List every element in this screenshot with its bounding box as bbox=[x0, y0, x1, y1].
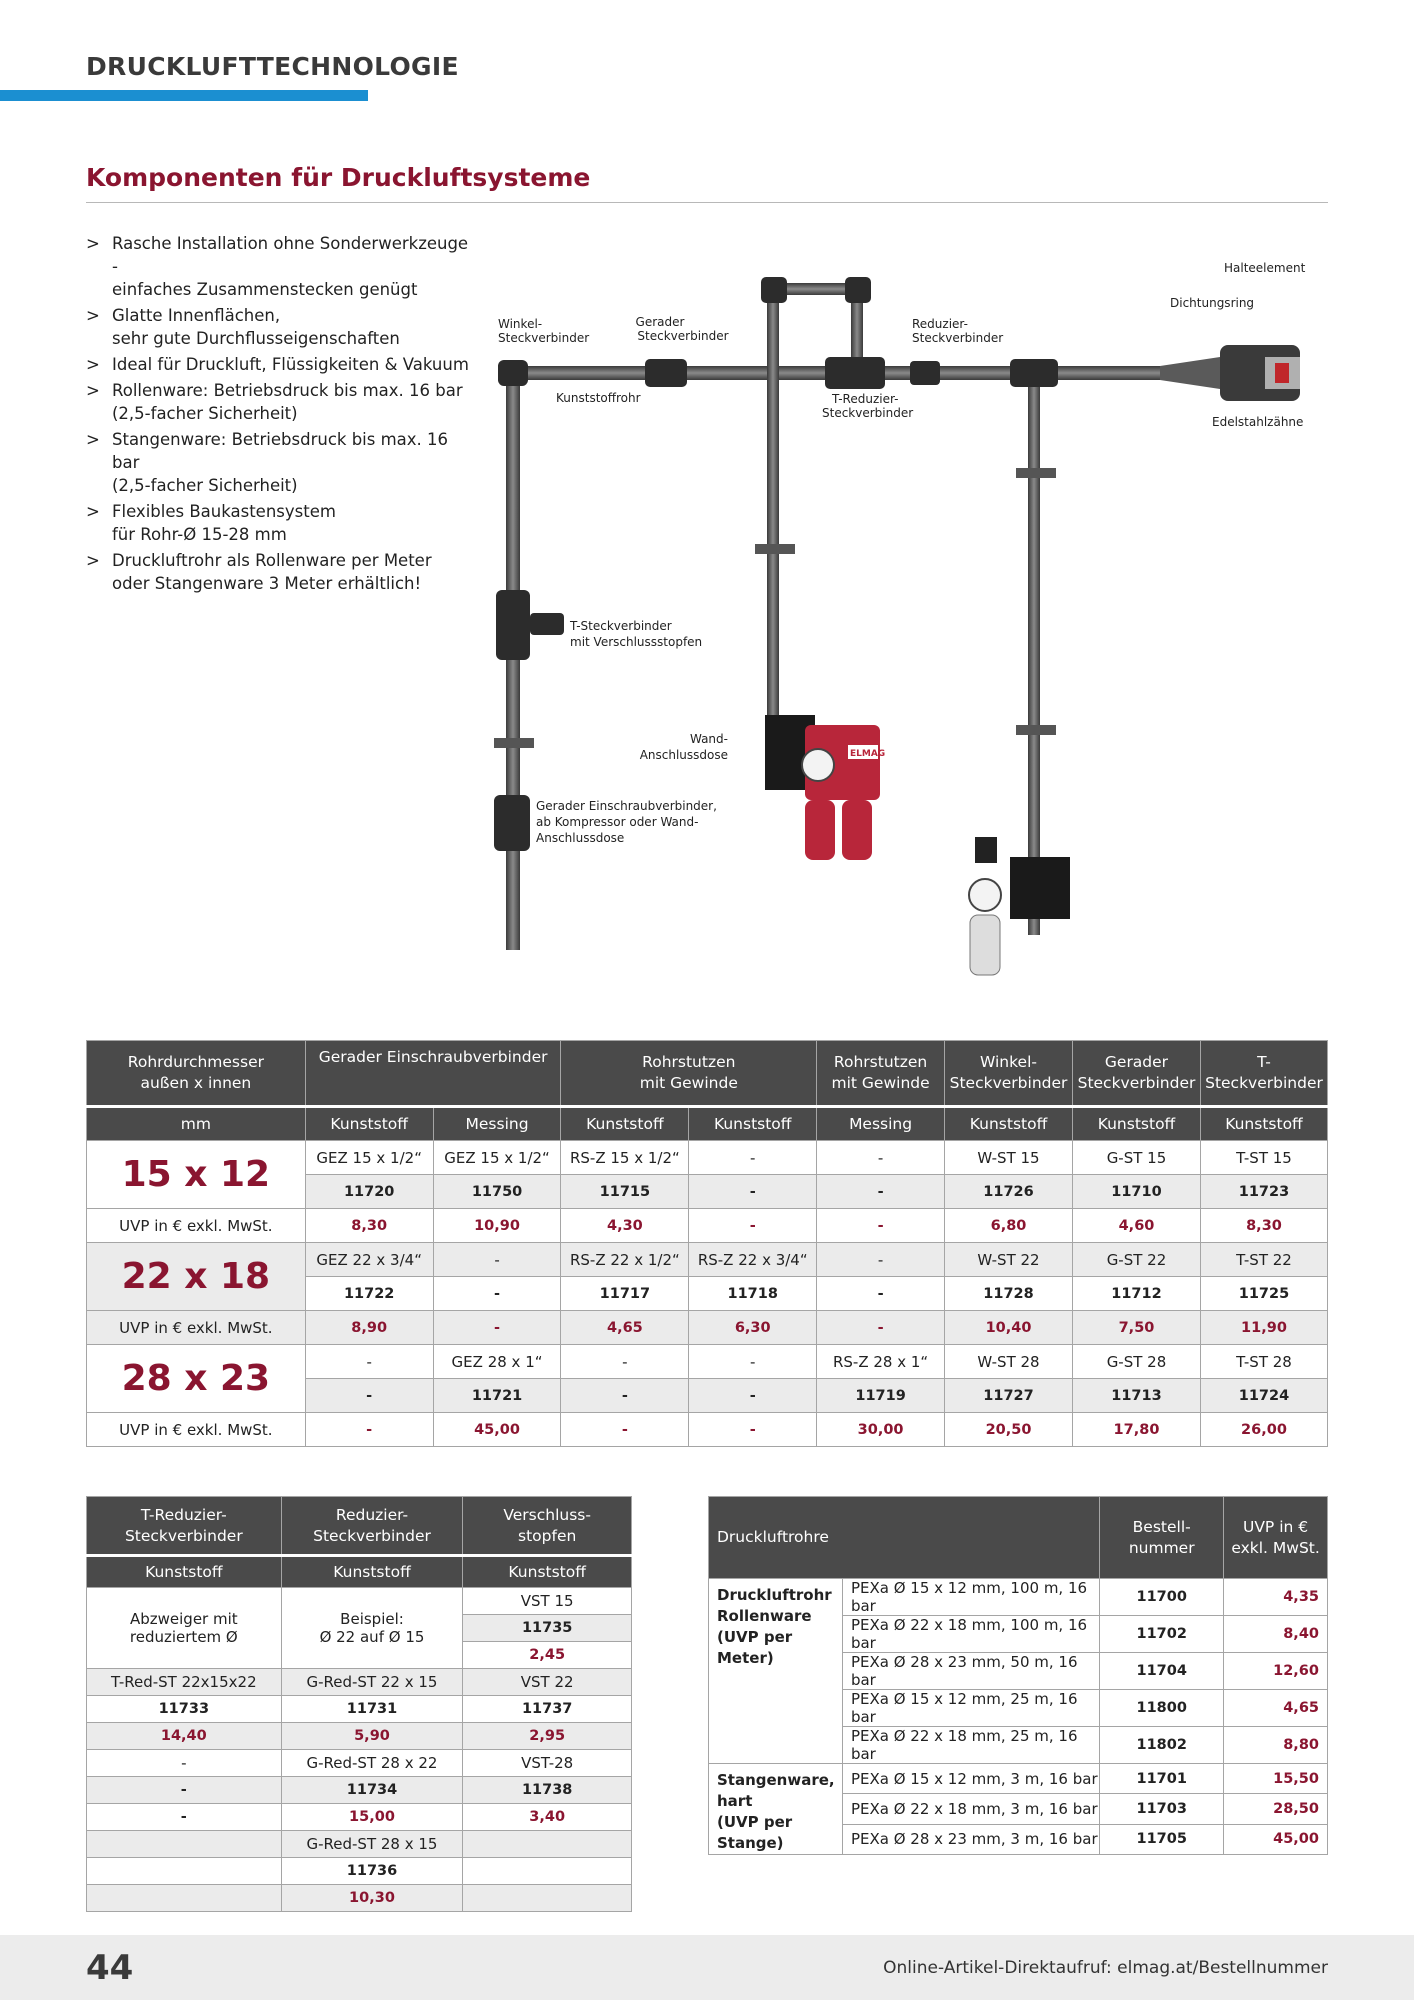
gerader-fitting bbox=[645, 359, 687, 387]
price: 8,90 bbox=[305, 1311, 433, 1345]
price: 15,50 bbox=[1224, 1764, 1328, 1794]
price: 6,80 bbox=[945, 1209, 1073, 1243]
label-halteelement: Halteelement bbox=[1224, 261, 1306, 275]
price: 12,60 bbox=[1224, 1653, 1328, 1690]
order-number: - bbox=[689, 1379, 817, 1413]
table-row bbox=[87, 1831, 632, 1858]
pipe-taper bbox=[1160, 357, 1220, 389]
section-accent-bar bbox=[0, 90, 368, 101]
model-cell: - bbox=[433, 1243, 561, 1277]
order-number: 11718 bbox=[689, 1277, 817, 1311]
size-cell: 28 x 23 bbox=[87, 1345, 306, 1413]
arrow-icon: > bbox=[86, 381, 100, 400]
table-row bbox=[87, 1311, 1328, 1345]
table-row bbox=[87, 1750, 632, 1777]
price: 5,90 bbox=[281, 1723, 463, 1750]
order-number: 11802 bbox=[1100, 1727, 1224, 1764]
arrow-icon: > bbox=[86, 551, 100, 570]
table-row bbox=[87, 1243, 1328, 1277]
order-number: 11701 bbox=[1100, 1764, 1224, 1794]
winkel-fitting bbox=[498, 360, 528, 386]
price: 8,40 bbox=[1224, 1616, 1328, 1653]
order-number: - bbox=[87, 1777, 282, 1804]
feature-item: > Stangenware: Betriebsdruck bis max. 16 bar (2,5-facher Sicherheit) bbox=[86, 430, 449, 495]
pressure-gauge bbox=[802, 749, 834, 781]
pipe-clip bbox=[1016, 725, 1056, 735]
model-cell: - bbox=[689, 1345, 817, 1379]
right-vertical-pipe bbox=[1028, 375, 1040, 935]
order-number bbox=[87, 1858, 282, 1885]
order-number: - bbox=[305, 1379, 433, 1413]
model-cell: GEZ 15 x 1/2“ bbox=[433, 1141, 561, 1175]
order-number: 11724 bbox=[1200, 1379, 1327, 1413]
order-number: 11750 bbox=[433, 1175, 561, 1209]
col-header: Gerader Einschraubverbinder bbox=[305, 1041, 561, 1107]
price: 10,90 bbox=[433, 1209, 561, 1243]
order-number: 11710 bbox=[1073, 1175, 1201, 1209]
model-cell: W-ST 28 bbox=[945, 1345, 1073, 1379]
model-cell: VST 22 bbox=[463, 1669, 632, 1696]
model-cell: W-ST 15 bbox=[945, 1141, 1073, 1175]
pipe-table bbox=[708, 1496, 1328, 1855]
table-row bbox=[87, 1345, 1328, 1379]
model-cell: VST-28 bbox=[463, 1750, 632, 1777]
order-number: 11720 bbox=[305, 1175, 433, 1209]
label-t-steck: T-Steckverbinder mit Verschlussstopfen bbox=[570, 619, 703, 649]
price: - bbox=[689, 1413, 817, 1447]
sub-header: Kunststoff bbox=[945, 1107, 1073, 1141]
label-winkel: Winkel-Steckverbinder bbox=[498, 317, 590, 345]
reducer-table bbox=[86, 1496, 632, 1912]
price: 6,30 bbox=[689, 1311, 817, 1345]
price: 15,00 bbox=[281, 1804, 463, 1831]
pipe-clip bbox=[755, 544, 795, 554]
label-t-reduzier: T-Reduzier-Steckverbinder bbox=[822, 392, 914, 420]
col-header: UVP in € exkl. MwSt. bbox=[1224, 1497, 1328, 1579]
price: 14,40 bbox=[87, 1723, 282, 1750]
model-cell: GEZ 22 x 3/4“ bbox=[305, 1243, 433, 1277]
table-row bbox=[87, 1696, 632, 1723]
order-number: 11738 bbox=[463, 1777, 632, 1804]
feature-item: > Flexibles Baukastensystem für Rohr-Ø 15-28 mm bbox=[86, 502, 336, 544]
system-diagram bbox=[470, 245, 1330, 1015]
model-cell: T-ST 28 bbox=[1200, 1345, 1327, 1379]
order-number: 11723 bbox=[1200, 1175, 1327, 1209]
label-edelstahl: Edelstahlzähne bbox=[1212, 415, 1304, 429]
order-number: 11735 bbox=[463, 1615, 632, 1642]
col-header: Bestell- nummer bbox=[1100, 1497, 1224, 1579]
price: 8,80 bbox=[1224, 1727, 1328, 1764]
model-cell: GEZ 15 x 1/2“ bbox=[305, 1141, 433, 1175]
model-cell bbox=[87, 1831, 282, 1858]
feature-item: > Ideal für Druckluft, Flüssigkeiten & Vakuum bbox=[86, 355, 469, 374]
table-row bbox=[87, 1141, 1328, 1175]
order-number: - bbox=[433, 1277, 561, 1311]
feature-item: > Rollenware: Betriebsdruck bis max. 16 bar (2,5-facher Sicherheit) bbox=[86, 381, 463, 423]
price: 45,00 bbox=[1224, 1824, 1328, 1854]
pipe-desc: PEXa Ø 15 x 12 mm, 100 m, 16 bar bbox=[842, 1579, 1099, 1616]
pipe-group-rolle: Druckluftrohr Rollenware (UVP per Meter) bbox=[709, 1579, 843, 1764]
order-number: 11713 bbox=[1073, 1379, 1201, 1413]
feature-list bbox=[86, 232, 476, 598]
order-number: 11733 bbox=[87, 1696, 282, 1723]
page-number: 44 bbox=[86, 1948, 134, 1988]
feature-item: > Druckluftrohr als Rollenware per Meter oder Stangenware 3 Meter erhältlich! bbox=[86, 551, 432, 593]
price bbox=[87, 1885, 282, 1912]
order-number bbox=[463, 1858, 632, 1885]
price: - bbox=[433, 1311, 561, 1345]
table-row bbox=[87, 1804, 632, 1831]
label-gerader: Gerader Steckverbinder bbox=[635, 315, 729, 343]
sub-header: Kunststoff bbox=[561, 1107, 689, 1141]
arrow-icon: > bbox=[86, 355, 100, 374]
model-cell: RS-Z 22 x 3/4“ bbox=[689, 1243, 817, 1277]
order-number: 11712 bbox=[1073, 1277, 1201, 1311]
t-fitting-right bbox=[1010, 359, 1058, 387]
order-number: 11717 bbox=[561, 1277, 689, 1311]
price: - bbox=[817, 1311, 945, 1345]
order-number: 11737 bbox=[463, 1696, 632, 1723]
order-number: 11727 bbox=[945, 1379, 1073, 1413]
table-row bbox=[87, 1669, 632, 1696]
pipe-group-stange: Stangenware, hart (UVP per Stange) bbox=[709, 1764, 843, 1855]
sub-header: Kunststoff bbox=[1200, 1107, 1327, 1141]
model-cell: G-ST 22 bbox=[1073, 1243, 1201, 1277]
beispiel-cell: Beispiel: Ø 22 auf Ø 15 bbox=[281, 1588, 463, 1669]
col-header: Druckluftrohre bbox=[709, 1497, 1100, 1579]
brand-text: ELMAG bbox=[850, 749, 886, 759]
size-cell: 15 x 12 bbox=[87, 1141, 306, 1209]
price: 4,30 bbox=[561, 1209, 689, 1243]
model-cell bbox=[463, 1831, 632, 1858]
order-number: 11726 bbox=[945, 1175, 1073, 1209]
order-number: 11703 bbox=[1100, 1794, 1224, 1824]
price: 8,30 bbox=[1200, 1209, 1327, 1243]
price: 4,35 bbox=[1224, 1579, 1328, 1616]
model-cell: VST 15 bbox=[463, 1588, 632, 1615]
model-cell: - bbox=[305, 1345, 433, 1379]
price: 45,00 bbox=[433, 1413, 561, 1447]
sub-header: Kunststoff bbox=[87, 1556, 282, 1588]
feature-item: > Glatte Innenflächen, sehr gute Durchflusseigenschaften bbox=[86, 306, 400, 348]
price: 4,65 bbox=[561, 1311, 689, 1345]
label-kunststoffrohr: Kunststoffrohr bbox=[556, 391, 641, 405]
col-header: Winkel- Steckverbinder bbox=[945, 1041, 1073, 1107]
table-row bbox=[709, 1764, 1328, 1794]
sub-header: Kunststoff bbox=[1073, 1107, 1201, 1141]
sub-header: Kunststoff bbox=[281, 1556, 463, 1588]
page-title: Komponenten für Druckluftsysteme bbox=[86, 163, 591, 192]
label-einschraub: Gerader Einschraubverbinder, ab Kompressor oder Wand-Anschlussdose bbox=[536, 799, 717, 845]
model-cell: RS-Z 22 x 1/2“ bbox=[561, 1243, 689, 1277]
table-subheader-row bbox=[87, 1107, 1328, 1141]
model-cell: T-ST 22 bbox=[1200, 1243, 1327, 1277]
model-cell: RS-Z 15 x 1/2“ bbox=[561, 1141, 689, 1175]
verschlussstopfen bbox=[530, 613, 564, 635]
price: - bbox=[817, 1209, 945, 1243]
pipe-clip bbox=[1016, 468, 1056, 478]
uvp-label: UVP in € exkl. MwSt. bbox=[87, 1413, 306, 1447]
elbow-top-right bbox=[845, 277, 871, 303]
price: 3,40 bbox=[463, 1804, 632, 1831]
model-cell: G-Red-ST 28 x 15 bbox=[281, 1831, 463, 1858]
price: - bbox=[87, 1804, 282, 1831]
price: - bbox=[305, 1413, 433, 1447]
table-row bbox=[87, 1588, 632, 1615]
order-number: 11734 bbox=[281, 1777, 463, 1804]
order-number: 11722 bbox=[305, 1277, 433, 1311]
order-number: 11715 bbox=[561, 1175, 689, 1209]
order-number: 11700 bbox=[1100, 1579, 1224, 1616]
table-row bbox=[87, 1209, 1328, 1243]
order-number: 11702 bbox=[1100, 1616, 1224, 1653]
order-number: 11728 bbox=[945, 1277, 1073, 1311]
price: 20,50 bbox=[945, 1413, 1073, 1447]
sub-header: Kunststoff bbox=[689, 1107, 817, 1141]
filter-bowl bbox=[805, 800, 835, 860]
price: - bbox=[561, 1413, 689, 1447]
label-reduzier: Reduzier-Steckverbinder bbox=[912, 317, 1004, 345]
label-wand: Wand-Anschlussdose bbox=[639, 732, 728, 762]
table-row bbox=[87, 1858, 632, 1885]
order-number: - bbox=[561, 1379, 689, 1413]
arrow-icon: > bbox=[86, 502, 100, 521]
order-number: 11704 bbox=[1100, 1653, 1224, 1690]
arrow-icon: > bbox=[86, 430, 100, 449]
price: - bbox=[689, 1209, 817, 1243]
col-header: Verschluss- stopfen bbox=[463, 1497, 632, 1556]
pipe-desc: PEXa Ø 15 x 12 mm, 3 m, 16 bar bbox=[842, 1764, 1099, 1794]
model-cell: GEZ 28 x 1“ bbox=[433, 1345, 561, 1379]
filter-bowl bbox=[842, 800, 872, 860]
order-number: 11725 bbox=[1200, 1277, 1327, 1311]
price: 11,90 bbox=[1200, 1311, 1327, 1345]
order-number: 11719 bbox=[817, 1379, 945, 1413]
table-header-row bbox=[709, 1497, 1328, 1579]
arrow-icon: > bbox=[86, 234, 100, 253]
reduzier-fitting bbox=[910, 361, 940, 385]
model-cell: - bbox=[561, 1345, 689, 1379]
filter-bowl-2 bbox=[970, 915, 1000, 975]
pipe-desc: PEXa Ø 22 x 18 mm, 3 m, 16 bar bbox=[842, 1794, 1099, 1824]
loop-pipe-left bbox=[767, 285, 779, 720]
sub-header: mm bbox=[87, 1107, 306, 1141]
price: 7,50 bbox=[1073, 1311, 1201, 1345]
model-cell: - bbox=[817, 1141, 945, 1175]
price bbox=[463, 1885, 632, 1912]
table-header-row bbox=[87, 1041, 1328, 1107]
col-header: Rohrdurchmesser außen x innen bbox=[87, 1041, 306, 1107]
col-header: Gerader Steckverbinder bbox=[1073, 1041, 1201, 1107]
size-cell: 22 x 18 bbox=[87, 1243, 306, 1311]
pipe-desc: PEXa Ø 22 x 18 mm, 100 m, 16 bar bbox=[842, 1616, 1099, 1653]
price: 2,45 bbox=[463, 1642, 632, 1669]
price: 8,30 bbox=[305, 1209, 433, 1243]
model-cell: G-ST 15 bbox=[1073, 1141, 1201, 1175]
table-row bbox=[87, 1777, 632, 1804]
uvp-label: UVP in € exkl. MwSt. bbox=[87, 1209, 306, 1243]
order-number: - bbox=[817, 1277, 945, 1311]
price: 30,00 bbox=[817, 1413, 945, 1447]
model-cell: - bbox=[817, 1243, 945, 1277]
model-cell: G-Red-ST 22 x 15 bbox=[281, 1669, 463, 1696]
order-number: 11736 bbox=[281, 1858, 463, 1885]
table-header-row bbox=[87, 1497, 632, 1556]
model-cell: W-ST 22 bbox=[945, 1243, 1073, 1277]
pipe-desc: PEXa Ø 28 x 23 mm, 50 m, 16 bar bbox=[842, 1653, 1099, 1690]
model-cell: - bbox=[87, 1750, 282, 1777]
pipe-clip bbox=[494, 738, 534, 748]
sub-header: Kunststoff bbox=[305, 1107, 433, 1141]
elbow-top-left bbox=[761, 277, 787, 303]
pipe-desc: PEXa Ø 15 x 12 mm, 25 m, 16 bar bbox=[842, 1690, 1099, 1727]
order-number: 11705 bbox=[1100, 1824, 1224, 1854]
pipe-desc: PEXa Ø 22 x 18 mm, 25 m, 16 bar bbox=[842, 1727, 1099, 1764]
price: 17,80 bbox=[1073, 1413, 1201, 1447]
col-header: Rohrstutzen mit Gewinde bbox=[817, 1041, 945, 1107]
model-cell: T-Red-ST 22x15x22 bbox=[87, 1669, 282, 1696]
order-number: 11800 bbox=[1100, 1690, 1224, 1727]
price: 2,95 bbox=[463, 1723, 632, 1750]
uvp-label: UVP in € exkl. MwSt. bbox=[87, 1311, 306, 1345]
sub-header: Messing bbox=[817, 1107, 945, 1141]
table-row bbox=[709, 1579, 1328, 1616]
col-header: T-Reduzier- Steckverbinder bbox=[87, 1497, 282, 1556]
t-reduzier-fitting bbox=[825, 357, 885, 389]
sub-header: Messing bbox=[433, 1107, 561, 1141]
table-row bbox=[87, 1885, 632, 1912]
table-row bbox=[87, 1413, 1328, 1447]
model-cell: G-ST 28 bbox=[1073, 1345, 1201, 1379]
col-header: Rohrstutzen mit Gewinde bbox=[561, 1041, 817, 1107]
col-header: T- Steckverbinder bbox=[1200, 1041, 1327, 1107]
price: 4,65 bbox=[1224, 1690, 1328, 1727]
dichtungsring-part bbox=[1275, 363, 1289, 383]
order-number: 11731 bbox=[281, 1696, 463, 1723]
t-steckverbinder-fitting bbox=[496, 590, 530, 660]
label-dichtungsring: Dichtungsring bbox=[1170, 296, 1255, 310]
price: 4,60 bbox=[1073, 1209, 1201, 1243]
model-cell: T-ST 15 bbox=[1200, 1141, 1327, 1175]
pipe-desc: PEXa Ø 28 x 23 mm, 3 m, 16 bar bbox=[842, 1824, 1099, 1854]
abzweiger-cell: Abzweiger mit reduziertem Ø bbox=[87, 1588, 282, 1669]
model-cell: G-Red-ST 28 x 22 bbox=[281, 1750, 463, 1777]
pressure-gauge-2 bbox=[969, 879, 1001, 911]
heading-divider bbox=[86, 202, 1328, 203]
order-number: 11721 bbox=[433, 1379, 561, 1413]
section-title: DRUCKLUFTTECHNOLOGIE bbox=[86, 52, 459, 81]
model-cell: RS-Z 28 x 1“ bbox=[817, 1345, 945, 1379]
arrow-icon: > bbox=[86, 306, 100, 325]
price: 10,40 bbox=[945, 1311, 1073, 1345]
wall-box-2 bbox=[1010, 857, 1070, 919]
feature-item: > Rasche Installation ohne Sonderwerkzeuge - einfaches Zusammenstecken genügt bbox=[86, 234, 469, 299]
price: 28,50 bbox=[1224, 1794, 1328, 1824]
model-cell: - bbox=[689, 1141, 817, 1175]
price: 10,30 bbox=[281, 1885, 463, 1912]
regulator-knob bbox=[975, 837, 997, 863]
table-subheader-row bbox=[87, 1556, 632, 1588]
footer-link[interactable]: Online-Artikel-Direktaufruf: elmag.at/Bestellnummer bbox=[883, 1958, 1328, 1978]
sub-header: Kunststoff bbox=[463, 1556, 632, 1588]
price: 26,00 bbox=[1200, 1413, 1327, 1447]
einschraub-fitting bbox=[494, 795, 530, 851]
order-number: - bbox=[689, 1175, 817, 1209]
fittings-table bbox=[86, 1040, 1328, 1447]
col-header: Reduzier- Steckverbinder bbox=[281, 1497, 463, 1556]
table-row bbox=[87, 1723, 632, 1750]
order-number: - bbox=[817, 1175, 945, 1209]
